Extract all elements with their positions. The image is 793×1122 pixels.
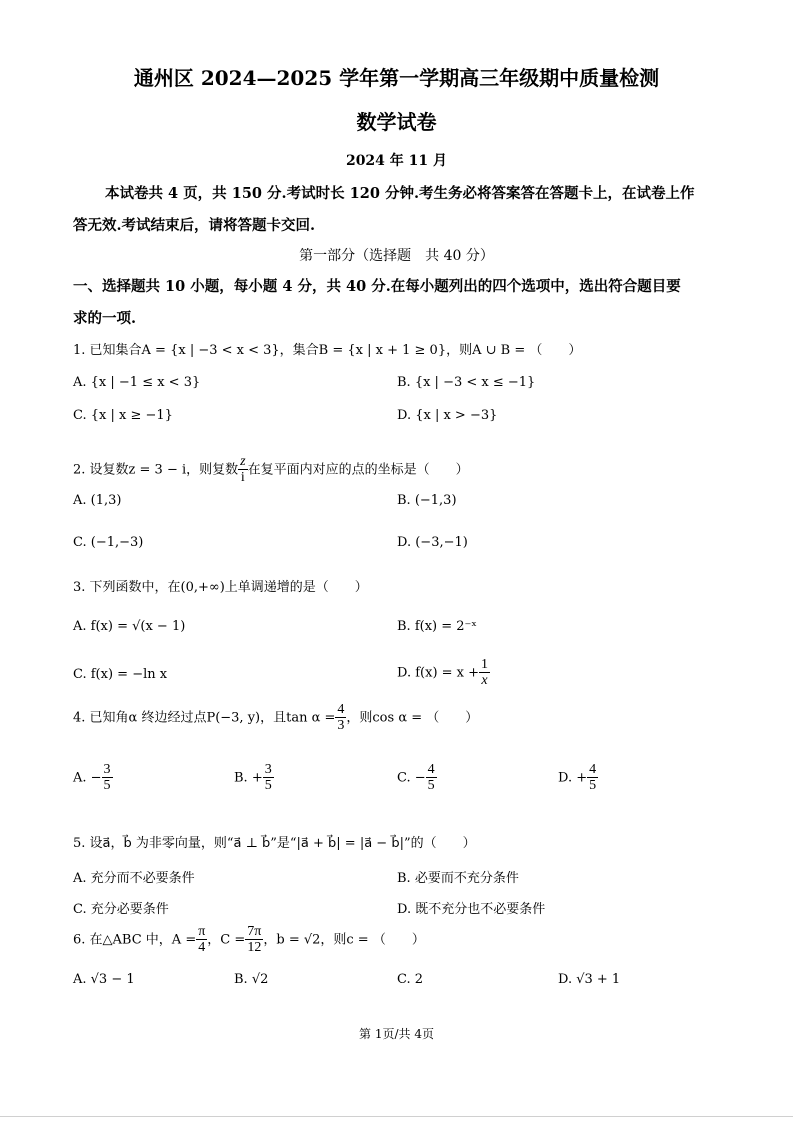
q1-option-a: A. {x | −1 ≤ x < 3} — [73, 375, 201, 390]
page-footer: 第 1页/共 4页 — [359, 1027, 434, 1041]
q6-option-c: C. 2 — [397, 972, 424, 987]
q5-option-a: A. 充分而不必要条件 — [73, 871, 195, 886]
q1-option-c: C. {x | x ≥ −1} — [73, 408, 173, 423]
question-5-stem: 5. 设a⃗，b⃗ 为非零向量，则“a⃗ ⊥ b⃗”是“|a⃗ + b⃗| = |a⃗ − b⃗|”的（ ） — [73, 836, 476, 851]
q2-fraction: $\frac{z}{i}$ — [240, 454, 246, 486]
part-heading: 第一部分（选择题 共 40 分） — [299, 248, 494, 264]
q6-option-a: A. √3 − 1 — [73, 972, 135, 987]
q5-option-b: B. 必要而不充分条件 — [397, 871, 519, 886]
q4-option-b: B. + $\frac{3}{5}$ — [234, 762, 272, 794]
question-6-stem: 6. 在△ABC 中，A = $\frac{\pi}{4}$ ，C = $\frac{7\pi}{12}$ ，b = √2，则c = （ ） — [73, 924, 425, 956]
question-1-stem: 1. 已知集合A = {x | −3 < x < 3}，集合B = {x | x + 1 ≥ 0}，则A ∪ B = （ ） — [73, 343, 582, 358]
q5-option-d: D. 既不充分也不必要条件 — [397, 902, 546, 917]
q5-option-c: C. 充分必要条件 — [73, 902, 169, 917]
exam-subtitle: 数学试卷 — [356, 110, 437, 134]
q6-option-b: B. √2 — [234, 972, 269, 987]
intro-line-1: 本试卷共 4 页，共 150 分.考试时长 120 分钟.考生务必将答案答在答题卡上，在试卷上作 — [105, 185, 695, 202]
exam-date: 2024 年 11 月 — [345, 153, 448, 169]
q3-option-d: D. f(x) = x + $\frac{1}{x}$ — [397, 657, 489, 689]
q1-option-b: B. {x | −3 < x ≤ −1} — [397, 375, 536, 390]
q2-option-d: D. (−3,−1) — [397, 535, 468, 550]
q3d-fraction: $\frac{1}{x}$ — [481, 657, 489, 689]
q4-option-a: A. − $\frac{3}{5}$ — [73, 762, 111, 794]
q6-option-d: D. √3 + 1 — [558, 972, 621, 987]
q6-fraction-c: $\frac{7\pi}{12}$ — [247, 924, 262, 956]
section-line-2: 求的一项. — [73, 310, 137, 327]
q3-option-c: C. f(x) = −ln x — [73, 667, 168, 682]
page-bottom-rule — [0, 1116, 793, 1117]
question-4-stem: 4. 已知角α 终边经过点P(−3, y)，且tan α = $\frac{4}{3}$ ，则cos α = （ ） — [73, 702, 479, 734]
intro-line-2: 答无效.考试结束后，请将答题卡交回. — [73, 217, 316, 234]
q4-option-d: D. + $\frac{4}{5}$ — [558, 762, 597, 794]
q4-fraction: $\frac{4}{3}$ — [337, 702, 345, 734]
q3-option-b: B. f(x) = 2⁻ˣ — [397, 619, 477, 634]
q3-option-a: A. f(x) = √(x − 1) — [73, 619, 186, 634]
question-3-stem: 3. 下列函数中，在(0,+∞)上单调递增的是（ ） — [73, 580, 368, 595]
exam-title: 通州区 2024—2025 学年第一学期高三年级期中质量检测 — [133, 66, 660, 90]
question-2-stem: 2. 设复数z = 3 − i，则复数 $\frac{z}{i}$ 在复平面内对应的点的坐标是（ ） — [73, 454, 469, 486]
section-line-1: 一、选择题共 10 小题，每小题 4 分，共 40 分.在每小题列出的四个选项中，选出符合题目要 — [73, 278, 681, 295]
q2-option-c: C. (−1,−3) — [73, 535, 144, 550]
q6-fraction-a: $\frac{\pi}{4}$ — [198, 924, 206, 956]
q2-option-b: B. (−1,3) — [397, 493, 457, 508]
q2-option-a: A. (1,3) — [73, 493, 122, 508]
q1-option-d: D. {x | x > −3} — [397, 408, 498, 423]
q4-option-c: C. − $\frac{4}{5}$ — [397, 762, 435, 794]
